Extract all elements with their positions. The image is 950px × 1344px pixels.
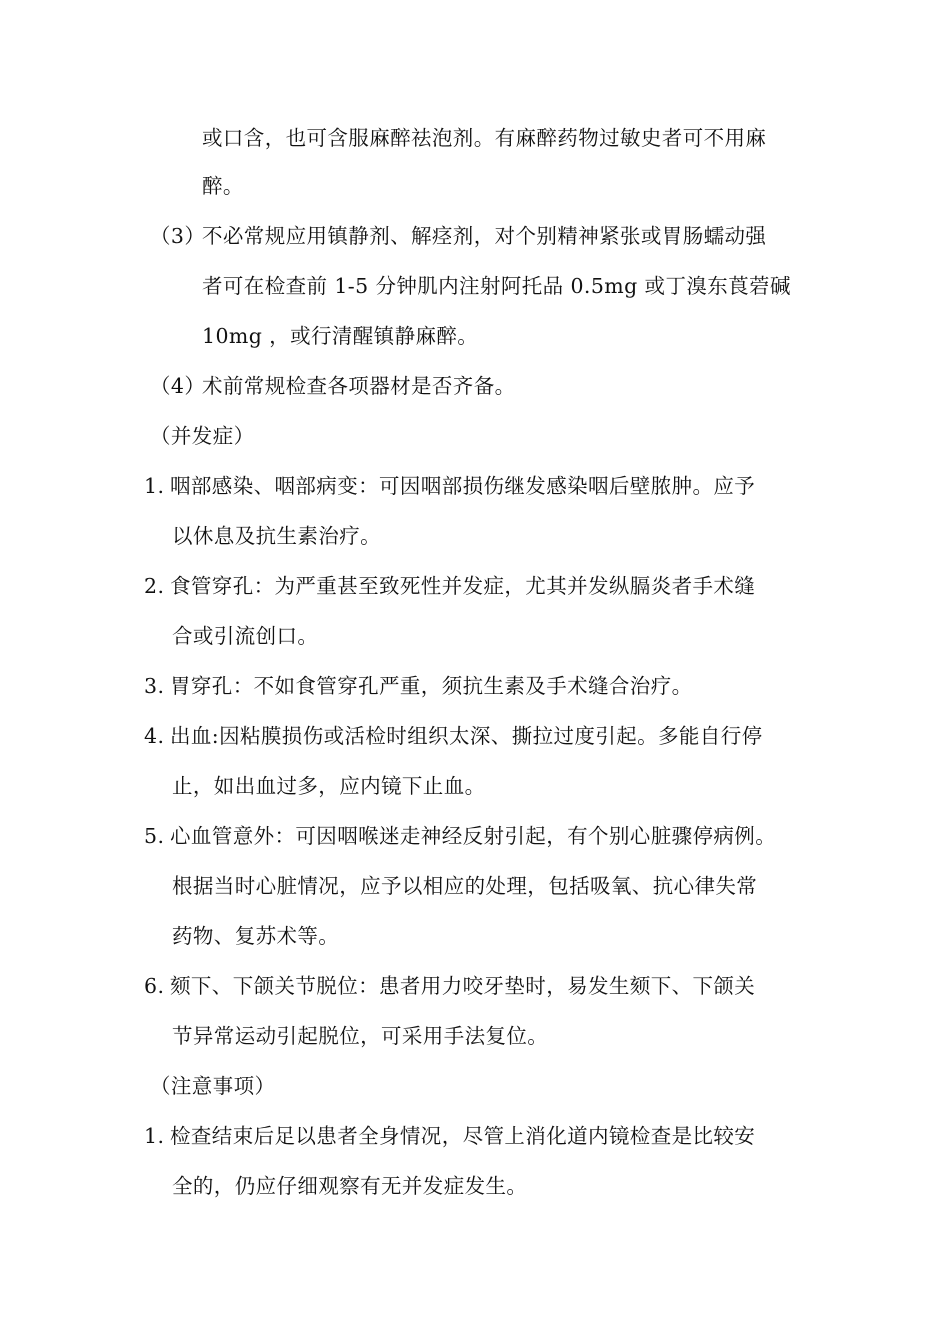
list-text: 咽部感染、咽部病变：可因咽部损伤继发感染咽后壁脓肿。应予 (170, 474, 756, 498)
list-number: （3） (150, 224, 206, 248)
list-number: 2. (144, 574, 165, 598)
list-number: 6. (144, 974, 165, 998)
list-number: 1. (144, 474, 165, 498)
complication-item-1 (144, 472, 755, 500)
paragraph-line: 10mg ，或行清醒镇静麻醉。 (202, 324, 479, 348)
complication-item-4 (144, 722, 763, 750)
paragraph-line: 全的，仍应仔细观察有无并发症发生。 (172, 1174, 528, 1198)
paragraph-line: 根据当时心脏情况，应予以相应的处理，包括吸氧、抗心律失常 (172, 874, 758, 898)
paragraph-line: 药物、复苏术等。 (172, 924, 340, 948)
list-number: 5. (144, 824, 165, 848)
paragraph-line: 醉。 (202, 174, 244, 198)
list-number: 1. (144, 1124, 165, 1148)
section-heading-notes: （注意事项） (150, 1074, 276, 1098)
paragraph-line: 节异常运动引起脱位，可采用手法复位。 (172, 1024, 549, 1048)
list-text: 胃穿孔：不如食管穿孔严重，须抗生素及手术缝合治疗。 (170, 674, 693, 698)
complication-item-6 (144, 972, 755, 1000)
list-text: 颏下、下颌关节脱位：患者用力咬牙垫时，易发生颏下、下颌关 (170, 974, 756, 998)
list-text: 心血管意外：可因咽喉迷走神经反射引起，有个别心脏骤停病例。 (170, 824, 777, 848)
list-item-4 (150, 372, 516, 400)
note-item-1 (144, 1122, 755, 1150)
list-text: 检查结束后足以患者全身情况，尽管上消化道内镜检查是比较安 (170, 1124, 756, 1148)
list-number: 3. (144, 674, 165, 698)
list-text: 术前常规检查各项器材是否齐备。 (202, 374, 516, 398)
paragraph-line: 止，如出血过多，应内镜下止血。 (172, 774, 486, 798)
list-text: 出血:因粘膜损伤或活检时组织太深、撕拉过度引起。多能自行停 (170, 724, 763, 748)
list-number: 4. (144, 724, 165, 748)
paragraph-line: 者可在检查前 1-5 分钟肌内注射阿托品 0.5mg 或丁溴东莨菪碱 (202, 274, 791, 298)
paragraph-line: 合或引流创口。 (172, 624, 319, 648)
list-text: 不必常规应用镇静剂、解痉剂，对个别精神紧张或胃肠蠕动强 (202, 224, 767, 248)
complication-item-3 (144, 672, 693, 700)
section-heading-complications: （并发症） (150, 424, 255, 448)
complication-item-5 (144, 822, 776, 850)
paragraph-line: 或口含，也可含服麻醉祛泡剂。有麻醉药物过敏史者可不用麻 (202, 126, 767, 150)
list-number: （4） (150, 374, 206, 398)
paragraph-line: 以休息及抗生素治疗。 (172, 524, 381, 548)
list-item-3 (150, 222, 766, 250)
list-text: 食管穿孔：为严重甚至致死性并发症，尤其并发纵膈炎者手术缝 (170, 574, 756, 598)
complication-item-2 (144, 572, 755, 600)
